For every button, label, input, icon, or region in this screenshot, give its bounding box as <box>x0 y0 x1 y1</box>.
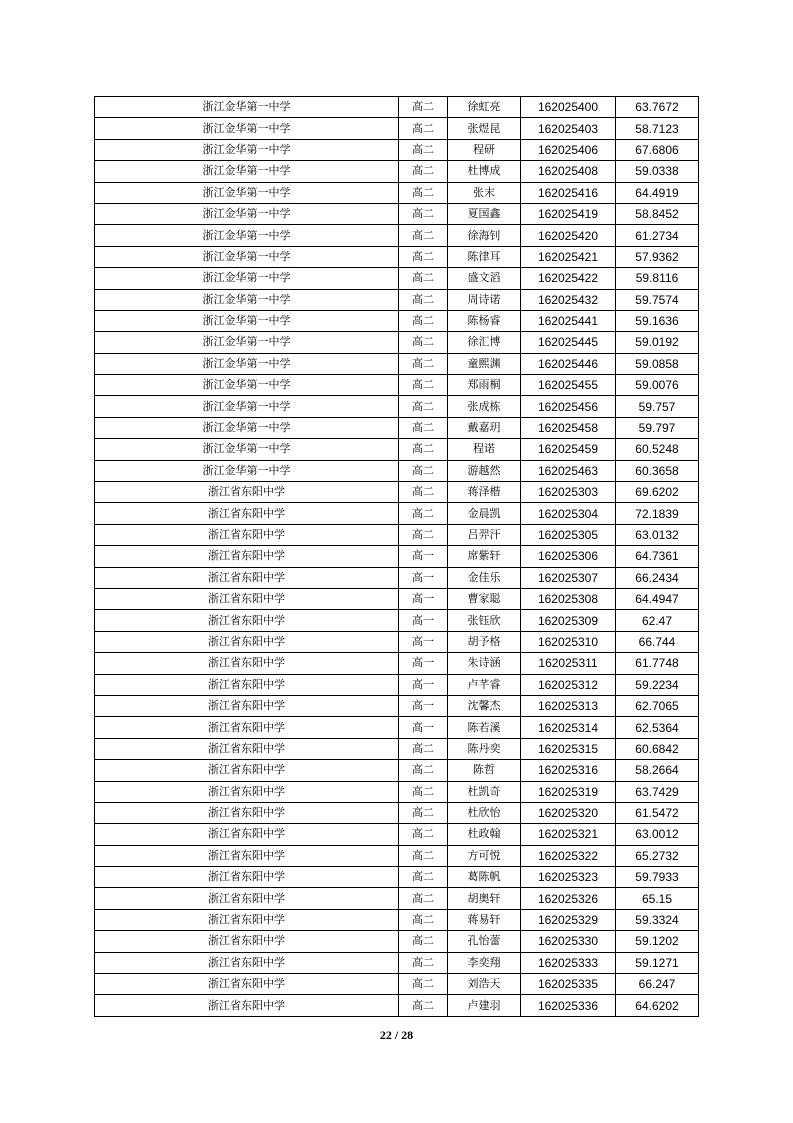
school-cell: 浙江省东阳中学 <box>95 845 399 866</box>
student-name-cell: 张成栋 <box>448 396 521 417</box>
student-name-cell: 徐虹亮 <box>448 97 521 118</box>
student-id-cell: 162025400 <box>521 97 616 118</box>
score-cell: 69.6202 <box>616 482 699 503</box>
table-row <box>95 931 699 952</box>
grade-cell: 高一 <box>399 588 448 609</box>
score-cell: 60.3658 <box>616 460 699 481</box>
student-id-cell: 162025321 <box>521 824 616 845</box>
student-id-cell: 162025463 <box>521 460 616 481</box>
student-id-cell: 162025323 <box>521 867 616 888</box>
student-id-cell: 162025403 <box>521 118 616 139</box>
table-row <box>95 909 699 930</box>
student-name-cell: 童熙渊 <box>448 353 521 374</box>
score-cell: 59.7574 <box>616 289 699 310</box>
school-cell: 浙江省东阳中学 <box>95 546 399 567</box>
school-cell: 浙江省东阳中学 <box>95 653 399 674</box>
student-id-cell: 162025422 <box>521 268 616 289</box>
grade-cell: 高二 <box>399 482 448 503</box>
student-name-cell: 徐汇博 <box>448 332 521 353</box>
student-id-cell: 162025315 <box>521 738 616 759</box>
student-name-cell: 张钰欣 <box>448 610 521 631</box>
score-cell: 62.5364 <box>616 717 699 738</box>
table-row <box>95 610 699 631</box>
table-row <box>95 503 699 524</box>
score-cell: 59.1271 <box>616 952 699 973</box>
score-cell: 59.797 <box>616 417 699 438</box>
student-id-cell: 162025304 <box>521 503 616 524</box>
grade-cell: 高一 <box>399 653 448 674</box>
school-cell: 浙江省东阳中学 <box>95 781 399 802</box>
school-cell: 浙江省东阳中学 <box>95 567 399 588</box>
grade-cell: 高二 <box>399 952 448 973</box>
grade-cell: 高二 <box>399 802 448 823</box>
score-cell: 59.0858 <box>616 353 699 374</box>
score-cell: 61.5472 <box>616 802 699 823</box>
table-row <box>95 653 699 674</box>
table-row <box>95 460 699 481</box>
student-name-cell: 戴嘉玥 <box>448 417 521 438</box>
score-cell: 57.9362 <box>616 246 699 267</box>
school-cell: 浙江省东阳中学 <box>95 674 399 695</box>
table-row <box>95 631 699 652</box>
student-name-cell: 杜博成 <box>448 161 521 182</box>
school-cell: 浙江省东阳中学 <box>95 503 399 524</box>
score-cell: 63.7429 <box>616 781 699 802</box>
grade-cell: 高二 <box>399 524 448 545</box>
table-row <box>95 802 699 823</box>
grade-cell: 高二 <box>399 289 448 310</box>
table-row <box>95 824 699 845</box>
grade-cell: 高二 <box>399 417 448 438</box>
table-row <box>95 353 699 374</box>
score-cell: 66.2434 <box>616 567 699 588</box>
table-row <box>95 97 699 118</box>
school-cell: 浙江省东阳中学 <box>95 610 399 631</box>
student-id-cell: 162025408 <box>521 161 616 182</box>
student-id-cell: 162025306 <box>521 546 616 567</box>
student-name-cell: 蒋泽楷 <box>448 482 521 503</box>
score-cell: 59.0192 <box>616 332 699 353</box>
grade-cell: 高二 <box>399 439 448 460</box>
student-name-cell: 陈杨睿 <box>448 310 521 331</box>
school-cell: 浙江金华第一中学 <box>95 375 399 396</box>
school-cell: 浙江省东阳中学 <box>95 717 399 738</box>
score-cell: 66.744 <box>616 631 699 652</box>
table-row <box>95 332 699 353</box>
grade-cell: 高二 <box>399 738 448 759</box>
student-name-cell: 席紫轩 <box>448 546 521 567</box>
grade-cell: 高二 <box>399 995 448 1016</box>
table-row <box>95 439 699 460</box>
table-row <box>95 246 699 267</box>
student-name-cell: 游越然 <box>448 460 521 481</box>
grade-cell: 高二 <box>399 139 448 160</box>
table-row <box>95 717 699 738</box>
grade-cell: 高二 <box>399 246 448 267</box>
school-cell: 浙江金华第一中学 <box>95 161 399 182</box>
table-row <box>95 867 699 888</box>
school-cell: 浙江金华第一中学 <box>95 289 399 310</box>
student-id-cell: 162025309 <box>521 610 616 631</box>
student-name-cell: 胡奥轩 <box>448 888 521 909</box>
table-body <box>95 97 699 1017</box>
school-cell: 浙江金华第一中学 <box>95 417 399 438</box>
student-name-cell: 郑雨桐 <box>448 375 521 396</box>
student-id-cell: 162025335 <box>521 974 616 995</box>
score-cell: 66.247 <box>616 974 699 995</box>
grade-cell: 高二 <box>399 268 448 289</box>
student-id-cell: 162025458 <box>521 417 616 438</box>
table-row <box>95 417 699 438</box>
school-cell: 浙江金华第一中学 <box>95 203 399 224</box>
score-cell: 59.3324 <box>616 909 699 930</box>
school-cell: 浙江金华第一中学 <box>95 118 399 139</box>
score-cell: 60.5248 <box>616 439 699 460</box>
grade-cell: 高二 <box>399 760 448 781</box>
table-row <box>95 225 699 246</box>
school-cell: 浙江省东阳中学 <box>95 802 399 823</box>
table-row <box>95 375 699 396</box>
student-name-cell: 葛陈帆 <box>448 867 521 888</box>
grade-cell: 高二 <box>399 203 448 224</box>
student-id-cell: 162025445 <box>521 332 616 353</box>
grade-cell: 高二 <box>399 225 448 246</box>
table-row <box>95 567 699 588</box>
student-id-cell: 162025441 <box>521 310 616 331</box>
student-id-cell: 162025314 <box>521 717 616 738</box>
grade-cell: 高二 <box>399 97 448 118</box>
student-name-cell: 蒋易轩 <box>448 909 521 930</box>
student-name-cell: 张煜昆 <box>448 118 521 139</box>
student-name-cell: 沈馨杰 <box>448 695 521 716</box>
student-name-cell: 程诺 <box>448 439 521 460</box>
school-cell: 浙江省东阳中学 <box>95 931 399 952</box>
student-id-cell: 162025336 <box>521 995 616 1016</box>
school-cell: 浙江金华第一中学 <box>95 353 399 374</box>
table-row <box>95 396 699 417</box>
student-id-cell: 162025333 <box>521 952 616 973</box>
table-row <box>95 139 699 160</box>
grade-cell: 高二 <box>399 503 448 524</box>
student-id-cell: 162025313 <box>521 695 616 716</box>
student-name-cell: 张末 <box>448 182 521 203</box>
grade-cell: 高二 <box>399 375 448 396</box>
school-cell: 浙江金华第一中学 <box>95 310 399 331</box>
grade-cell: 高二 <box>399 781 448 802</box>
grade-cell: 高二 <box>399 867 448 888</box>
student-id-cell: 162025421 <box>521 246 616 267</box>
score-cell: 65.15 <box>616 888 699 909</box>
school-cell: 浙江金华第一中学 <box>95 182 399 203</box>
table-row <box>95 161 699 182</box>
school-cell: 浙江省东阳中学 <box>95 631 399 652</box>
student-id-cell: 162025330 <box>521 931 616 952</box>
student-name-cell: 胡予格 <box>448 631 521 652</box>
grade-cell: 高二 <box>399 332 448 353</box>
student-name-cell: 曹家聪 <box>448 588 521 609</box>
score-cell: 67.6806 <box>616 139 699 160</box>
student-id-cell: 162025455 <box>521 375 616 396</box>
score-cell: 61.7748 <box>616 653 699 674</box>
student-name-cell: 卢芊睿 <box>448 674 521 695</box>
student-id-cell: 162025446 <box>521 353 616 374</box>
student-id-cell: 162025416 <box>521 182 616 203</box>
table-row <box>95 482 699 503</box>
score-cell: 72.1839 <box>616 503 699 524</box>
table-row <box>95 995 699 1016</box>
table-row <box>95 738 699 759</box>
score-cell: 58.2664 <box>616 760 699 781</box>
grade-cell: 高二 <box>399 460 448 481</box>
table-row <box>95 289 699 310</box>
table-row <box>95 781 699 802</box>
student-name-cell: 卢建羽 <box>448 995 521 1016</box>
student-id-cell: 162025307 <box>521 567 616 588</box>
student-name-cell: 夏国鑫 <box>448 203 521 224</box>
table-row <box>95 952 699 973</box>
school-cell: 浙江金华第一中学 <box>95 139 399 160</box>
student-id-cell: 162025311 <box>521 653 616 674</box>
page-number: 22 / 28 <box>379 1028 414 1042</box>
table-row <box>95 674 699 695</box>
school-cell: 浙江省东阳中学 <box>95 888 399 909</box>
table-row <box>95 695 699 716</box>
student-id-cell: 162025319 <box>521 781 616 802</box>
school-cell: 浙江省东阳中学 <box>95 760 399 781</box>
school-cell: 浙江省东阳中学 <box>95 524 399 545</box>
score-cell: 61.2734 <box>616 225 699 246</box>
student-name-cell: 陈律耳 <box>448 246 521 267</box>
score-cell: 59.8116 <box>616 268 699 289</box>
school-cell: 浙江省东阳中学 <box>95 824 399 845</box>
student-id-cell: 162025326 <box>521 888 616 909</box>
score-cell: 59.1636 <box>616 310 699 331</box>
school-cell: 浙江金华第一中学 <box>95 396 399 417</box>
score-cell: 65.2732 <box>616 845 699 866</box>
table-row <box>95 524 699 545</box>
student-name-cell: 孔怡蕾 <box>448 931 521 952</box>
table-row <box>95 888 699 909</box>
school-cell: 浙江金华第一中学 <box>95 268 399 289</box>
grade-cell: 高一 <box>399 610 448 631</box>
school-cell: 浙江省东阳中学 <box>95 867 399 888</box>
student-score-table <box>94 96 699 1017</box>
student-name-cell: 杜欣怡 <box>448 802 521 823</box>
student-id-cell: 162025456 <box>521 396 616 417</box>
table-row <box>95 310 699 331</box>
student-name-cell: 刘浩天 <box>448 974 521 995</box>
student-id-cell: 162025419 <box>521 203 616 224</box>
student-name-cell: 吕羿汗 <box>448 524 521 545</box>
score-cell: 59.1202 <box>616 931 699 952</box>
table-row <box>95 118 699 139</box>
student-name-cell: 方可悦 <box>448 845 521 866</box>
student-id-cell: 162025432 <box>521 289 616 310</box>
school-cell: 浙江省东阳中学 <box>95 974 399 995</box>
grade-cell: 高二 <box>399 931 448 952</box>
grade-cell: 高二 <box>399 161 448 182</box>
score-cell: 59.757 <box>616 396 699 417</box>
grade-cell: 高二 <box>399 845 448 866</box>
student-id-cell: 162025320 <box>521 802 616 823</box>
table-row <box>95 588 699 609</box>
student-name-cell: 陈若溪 <box>448 717 521 738</box>
student-name-cell: 金佳乐 <box>448 567 521 588</box>
grade-cell: 高二 <box>399 310 448 331</box>
score-cell: 59.0338 <box>616 161 699 182</box>
student-name-cell: 徐海钊 <box>448 225 521 246</box>
score-cell: 58.7123 <box>616 118 699 139</box>
table-row <box>95 974 699 995</box>
student-id-cell: 162025310 <box>521 631 616 652</box>
grade-cell: 高二 <box>399 909 448 930</box>
score-cell: 64.4919 <box>616 182 699 203</box>
score-cell: 59.7933 <box>616 867 699 888</box>
score-cell: 60.6842 <box>616 738 699 759</box>
school-cell: 浙江金华第一中学 <box>95 332 399 353</box>
grade-cell: 高二 <box>399 182 448 203</box>
student-name-cell: 盛文滔 <box>448 268 521 289</box>
table-row <box>95 182 699 203</box>
table-row <box>95 845 699 866</box>
score-cell: 59.0076 <box>616 375 699 396</box>
score-cell: 63.0012 <box>616 824 699 845</box>
student-name-cell: 杜凯奇 <box>448 781 521 802</box>
student-name-cell: 朱诗涵 <box>448 653 521 674</box>
score-cell: 63.7672 <box>616 97 699 118</box>
student-name-cell: 金晨凯 <box>448 503 521 524</box>
grade-cell: 高一 <box>399 567 448 588</box>
grade-cell: 高一 <box>399 546 448 567</box>
school-cell: 浙江省东阳中学 <box>95 695 399 716</box>
school-cell: 浙江省东阳中学 <box>95 995 399 1016</box>
score-cell: 64.7361 <box>616 546 699 567</box>
score-cell: 64.6202 <box>616 995 699 1016</box>
grade-cell: 高一 <box>399 717 448 738</box>
grade-cell: 高二 <box>399 888 448 909</box>
grade-cell: 高二 <box>399 396 448 417</box>
student-name-cell: 杜政翰 <box>448 824 521 845</box>
score-cell: 64.4947 <box>616 588 699 609</box>
score-cell: 62.7065 <box>616 695 699 716</box>
grade-cell: 高一 <box>399 674 448 695</box>
grade-cell: 高一 <box>399 695 448 716</box>
grade-cell: 高一 <box>399 631 448 652</box>
score-cell: 63.0132 <box>616 524 699 545</box>
student-id-cell: 162025308 <box>521 588 616 609</box>
school-cell: 浙江金华第一中学 <box>95 225 399 246</box>
student-id-cell: 162025312 <box>521 674 616 695</box>
table-row <box>95 268 699 289</box>
student-id-cell: 162025305 <box>521 524 616 545</box>
table-row <box>95 760 699 781</box>
student-name-cell: 陈哲 <box>448 760 521 781</box>
school-cell: 浙江省东阳中学 <box>95 738 399 759</box>
student-name-cell: 周诗诺 <box>448 289 521 310</box>
grade-cell: 高二 <box>399 353 448 374</box>
school-cell: 浙江金华第一中学 <box>95 246 399 267</box>
student-name-cell: 程研 <box>448 139 521 160</box>
student-id-cell: 162025406 <box>521 139 616 160</box>
score-cell: 62.47 <box>616 610 699 631</box>
student-id-cell: 162025420 <box>521 225 616 246</box>
student-id-cell: 162025329 <box>521 909 616 930</box>
school-cell: 浙江省东阳中学 <box>95 909 399 930</box>
student-id-cell: 162025322 <box>521 845 616 866</box>
student-name-cell: 陈丹奕 <box>448 738 521 759</box>
student-name-cell: 李奕翔 <box>448 952 521 973</box>
score-cell: 58.8452 <box>616 203 699 224</box>
school-cell: 浙江省东阳中学 <box>95 588 399 609</box>
school-cell: 浙江省东阳中学 <box>95 482 399 503</box>
student-id-cell: 162025459 <box>521 439 616 460</box>
table-row <box>95 203 699 224</box>
school-cell: 浙江金华第一中学 <box>95 97 399 118</box>
student-id-cell: 162025316 <box>521 760 616 781</box>
grade-cell: 高二 <box>399 118 448 139</box>
school-cell: 浙江省东阳中学 <box>95 952 399 973</box>
grade-cell: 高二 <box>399 974 448 995</box>
score-cell: 59.2234 <box>616 674 699 695</box>
school-cell: 浙江金华第一中学 <box>95 460 399 481</box>
student-id-cell: 162025303 <box>521 482 616 503</box>
table-row <box>95 546 699 567</box>
school-cell: 浙江金华第一中学 <box>95 439 399 460</box>
grade-cell: 高二 <box>399 824 448 845</box>
